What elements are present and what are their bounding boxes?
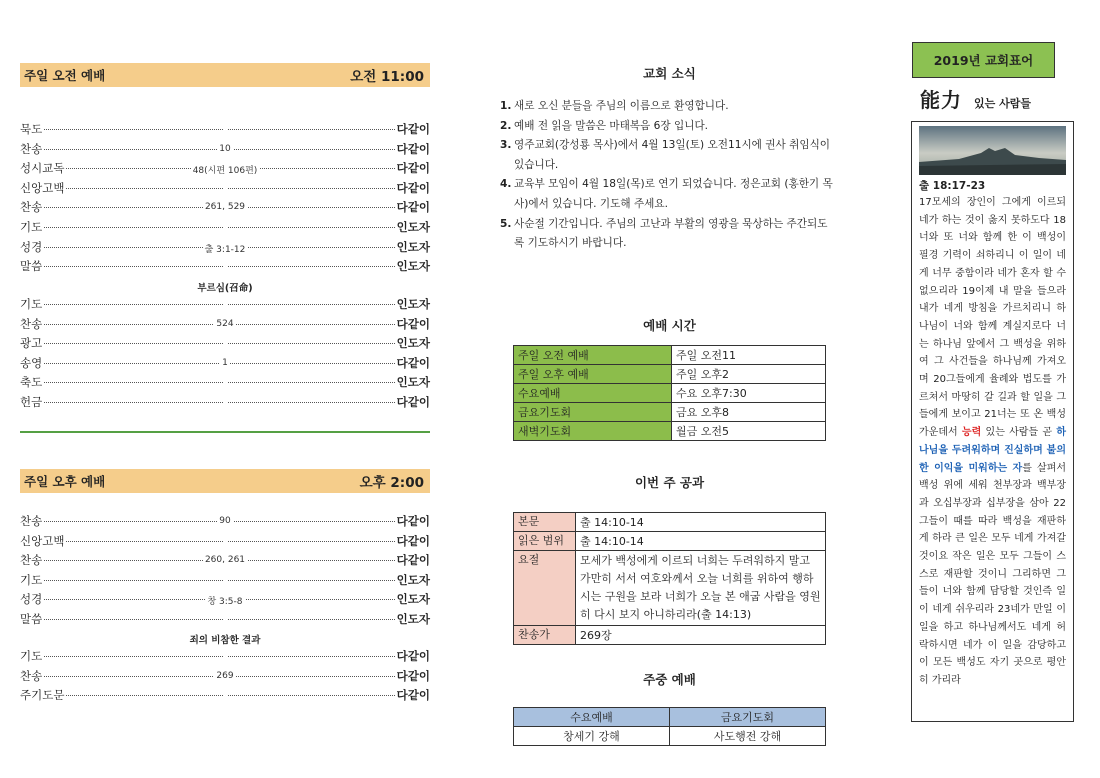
scripture-reference: 출 18:17-23 [919, 180, 986, 192]
table-row: 읽은 범위 출 14:10-14 [514, 532, 826, 551]
afternoon-service-header [20, 469, 430, 493]
order-row: 기도 다같이 [20, 649, 430, 663]
order-row: 기도 인도자 [20, 220, 430, 234]
scripture-box [911, 121, 1074, 722]
morning-sermon-title: 부르심(召命) [197, 283, 253, 294]
table-row: 금요기도회 금요 오후8 [514, 403, 826, 422]
table-row: 수요예배 금요기도회 [514, 708, 826, 727]
highlight-god-fearing: 하나님을 두려워하며 진실하며 불의한 이익을 미워하는 자 [919, 427, 1066, 474]
order-row: 말씀 인도자 [20, 259, 430, 274]
table-row: 수요예배 수요 오후7:30 [514, 384, 826, 403]
afternoon-service-time: 오후 2:00 [359, 475, 424, 491]
table-row: 요절 모세가 백성에게 이르되 너희는 두려워하지 말고 가만히 서서 여호와께서 오늘 너희를 위하여 행하시는 구원을 보라 너희가 오늘 본 애굽 사람을 영원히 다시 보지 아니하리라(출 14:13) [514, 551, 826, 626]
table-row: 주일 오후 예배 주일 오후2 [514, 365, 826, 384]
order-row: 찬송 10 다같이 [20, 141, 430, 156]
news-list [500, 97, 835, 254]
list-item: 4. 교육부 모임이 4월 18일(목)로 연기 되었습니다. 정은교회 (홍한기 목사)에서 있습니다. 기도해 주세요. [500, 178, 833, 210]
order-row: 말씀 인도자 [20, 612, 430, 626]
afternoon-service-title: 주일 오후 예배 [24, 474, 106, 489]
order-row: 신앙고백 다같이 [20, 180, 430, 195]
order-row: 찬송 261, 529 다같이 [20, 200, 430, 215]
mountain-landscape-image [919, 126, 1066, 175]
order-row: 성시교독 48(시편 106편) 다같이 [20, 161, 430, 177]
order-row: 주기도문 다같이 [20, 688, 430, 703]
order-row: 찬송 524 다같이 [20, 316, 430, 331]
order-row: 묵도 다같이 [20, 122, 430, 136]
order-row: 신앙고백 다같이 [20, 533, 430, 548]
section-divider [20, 431, 430, 433]
list-item: 5. 사순절 기간입니다. 주님의 고난과 부활의 영광을 묵상하는 주간되도록 기도하시기 바랍니다. [500, 217, 828, 250]
morning-service-title: 주일 오전 예배 [24, 68, 106, 83]
order-row: 성경 출 3:1-12 인도자 [20, 239, 430, 255]
lesson-title: 이번 주 공과 [634, 475, 705, 490]
order-row: 찬송 90 다같이 [20, 514, 430, 528]
lesson-table [513, 512, 826, 645]
afternoon-sermon-title: 죄의 비참한 결과 [189, 635, 261, 646]
order-row: 기도 인도자 [20, 297, 430, 311]
schedule-title: 예배 시간 [643, 318, 696, 333]
table-row: 새벽기도회 월금 오전5 [514, 422, 826, 441]
order-row: 헌금 다같이 [20, 395, 430, 409]
news-title: 교회 소식 [643, 66, 696, 81]
table-row: 찬송가 269장 [514, 626, 826, 645]
table-row: 창세기 강해 사도행전 강해 [514, 727, 826, 746]
list-item: 2. 예배 전 읽을 말씀은 마태복음 6장 입니다. [500, 119, 709, 132]
highlight-power: 능력 [961, 427, 982, 439]
order-row: 축도 인도자 [20, 375, 430, 390]
order-row: 광고 인도자 [20, 336, 430, 351]
order-row: 찬송 260, 261 다같이 [20, 553, 430, 568]
schedule-table [513, 345, 826, 441]
order-row: 송영 1 다같이 [20, 355, 430, 370]
motto-small: 있는 사람들 [974, 97, 1031, 110]
order-row: 찬송 269 다같이 [20, 668, 430, 683]
order-row: 기도 인도자 [20, 572, 430, 587]
table-row: 주일 오전 예배 주일 오전11 [514, 346, 826, 365]
motto-title-box: 2019년 교회표어 [912, 42, 1055, 78]
morning-service-time: 오전 11:00 [350, 69, 424, 85]
scripture-text: 17모세의 장인이 그에게 이르되 네가 하는 것이 옳지 못하도다 18너와 또 너와 함께 한 이 백성이 필경 기력이 쇠하리니 이 일이 네게 너무 중함이라 네가 혼자 할 수 없으리라 19이제 내 말을 들으라 내가 네게 방침을 가르치리니 하나님이 너와 함께 계실지로다 너는 하나님 앞에서 그 백성을 위하여 그 사건들을 하나님께 가져오며 20그들에게 율례와 법도를 가르쳐서 마땅히 갈 길과 할 일을 그들에게 보이고 21너는 또 온 백성 가운데서 능력 있는 사람들 곧 하나님을 두려워하며 진실하며 불의한 이익을 미워하는 자를 살펴서 백성 위에 세워 천부장과 백부장과 오십부장과 십부장을 삼아 22그들이 때를 따라 백성을 재판하게 하라 큰 일은 모두 네게 가져갈 것이요 작은 일은 모두 그들이 스스로 재판할 것이니 그리하면 그들이 너와 함께 담당할 것인즉 일이 네게 쉬우리라 23네가 만일 이 일을 하고 하나님께서도 네게 허락하시면 네가 이 일을 감당하고 이 모든 백성도 자기 곳으로 평안히 가리라 [919, 197, 1066, 686]
order-row: 성경 창 3:5-8 인도자 [20, 592, 430, 608]
motto-big: 能力 [920, 88, 962, 112]
list-item: 3. 영주교회(강성룡 목사)에서 4월 13일(토) 오전11시에 권사 취임식이 있습니다. [500, 139, 831, 171]
list-item: 1. 새로 오신 분들을 주님의 이름으로 환영합니다. [500, 100, 729, 112]
midweek-table [513, 707, 826, 746]
table-row: 본문 출 14:10-14 [514, 513, 826, 532]
motto-line [920, 84, 1031, 113]
midweek-title: 주중 예배 [643, 672, 696, 687]
morning-service-header [20, 63, 430, 87]
